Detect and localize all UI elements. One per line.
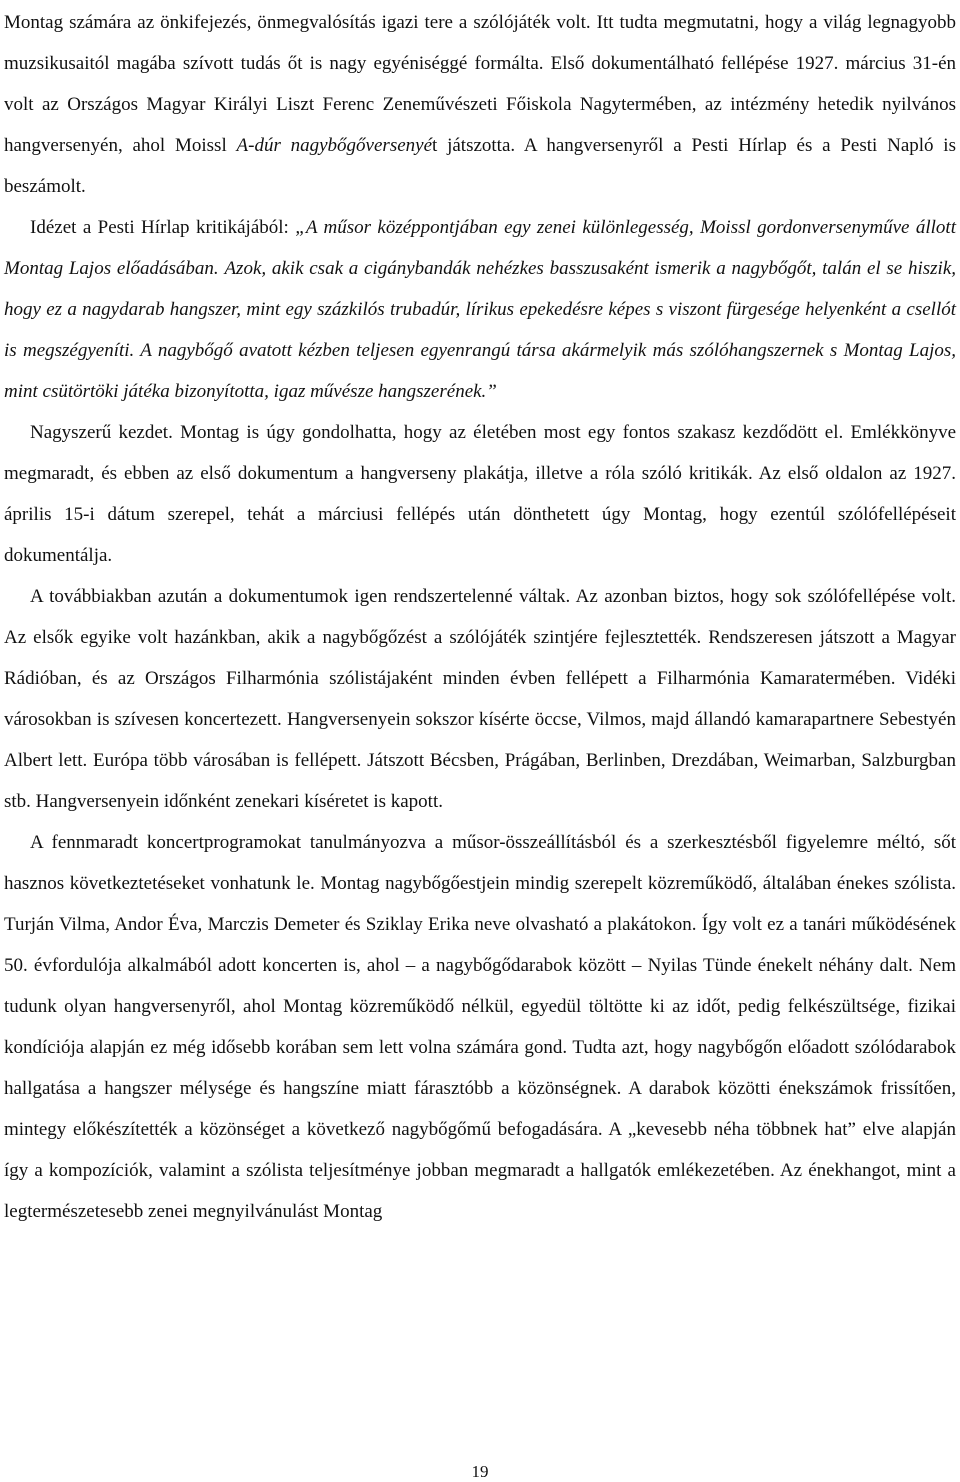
paragraph [4,412,956,576]
italic-text-segment: Azok, akik csak a cigánybandák nehézkes basszusaként ismerik a nagybőgőt, talán el se hiszik, hogy ez a nagydarab hangszer, mint egy százkilós trubadúr, lírikus epekedésre képes s viszont fürgesége helyenként a csellót is megszégyeníti. A nagybőgő avatott kézben teljesen egyenrangú társa akármelyik más szólóhangszernek s Montag Lajos, mint csütörtöki játéka bizonyította, igaz művésze hangszerének.” [4,258,957,402]
text-segment: Montag számára az önkifejezés, önmegvalósítás igazi tere a szólójáték volt. Itt tudta megmutatni, hogy a világ legnagyobb muzsikusaitól magába szívott tudás őt is nagy egyéniséggé formálta. Első dokumentálható fellépése 1927. március 31-én volt az Országos Magyar Királyi Liszt Ferenc Zeneművészeti Főiskola Nagytermében, az intézmény hetedik nyilvános hangversenyén, ahol Moissl [4,12,956,156]
text-segment: Nagyszerű kezdet. Montag is úgy gondolhatta, hogy az életében most egy fontos szakasz kezdődött el. Emlékkönyve megmaradt, és ebben az első dokumentum a hangverseny plakátja, illetve a róla szóló kritikák. Az első oldalon az 1927. április 15-i dátum szerepel, tehát a márciusi fellépés után dönthetett úgy Montag, hogy ezentúl szólófellépéseit dokumentálja. [4,422,956,566]
paragraph [4,2,956,207]
paragraph [4,207,956,412]
body-text [4,2,956,1232]
italic-text-segment: „A műsor középpontjában egy zenei különlegesség, Moissl gordonversenyműve állott Montag Lajos előadásában. [4,217,956,279]
text-segment: A továbbiakban azután a dokumentumok igen rendszertelenné váltak. Az azonban biztos, hogy sok szólófellépése volt. Az elsők egyike volt hazánkban, akik a nagybőgőzést a szólójáték szintjére fejlesztették. Rendszeresen játszott a Magyar Rádióban, és az Országos Filharmónia szólistájaként minden évben fellépett a Filharmónia Kamaratermében. Vidéki városokban is szívesen koncertezett. Hangversenyein sokszor kísérte öccse, Vilmos, majd állandó kamarapartnere Sebestyén Albert lett. Európa több városában is fellépett. Játszott Bécsben, Prágában, Berlinben, Drezdában, Weimarban, Salzburgban stb. Hangversenyein időnként zenekari kíséretet is kapott. [4,586,956,812]
page-number: 19 [471,1462,489,1481]
paragraph [4,822,956,1232]
italic-text-segment: A-dúr nagybőgőversenyé [236,135,433,156]
paragraph [4,576,956,822]
text-segment: t játszotta. A hangversenyről a Pesti Hírlap és a Pesti Napló is beszámolt. [4,135,956,197]
text-segment: Idézet a Pesti Hírlap kritikájából: [30,217,296,238]
text-segment: A fennmaradt koncertprogramokat tanulmányozva a műsor-összeállításból és a szerkesztésből figyelemre méltó, sőt hasznos következtetéseket vonhatunk le. Montag nagybőgőestjein mindig szerepelt közreműködő, általában énekes szólista. Turján Vilma, Andor Éva, Marczis Demeter és Sziklay Erika neve olvasható a plakátokon. Így volt ez a tanári működésének 50. évfordulója alkalmából adott koncerten is, ahol – a nagybőgődarabok között – Nyilas Tünde énekelt néhány dalt. Nem tudunk olyan hangversenyről, ahol Montag közreműködő nélkül, egyedül töltötte ki az időt, pedig felkészültsége, fizikai kondíciója alapján ez még idősebb korában sem lett volna számára gond. Tudta azt, hogy nagybőgőn előadott szólódarabok hallgatása a hangszer mélysége és hangszíne miatt fárasztóbb a közönségnek. A darabok közötti énekszámok frissítően, mintegy előkészítették a közönséget a következő nagybőgőmű befogadására. A „kevesebb néha többnek hat” elve alapján így a kompozíciók, valamint a szólista teljesítménye jobban megmaradt a hallgatók emlékezetében. Az énekhangot, mint a legtermészetesebb zenei megnyilvánulást Montag [4,832,956,1222]
